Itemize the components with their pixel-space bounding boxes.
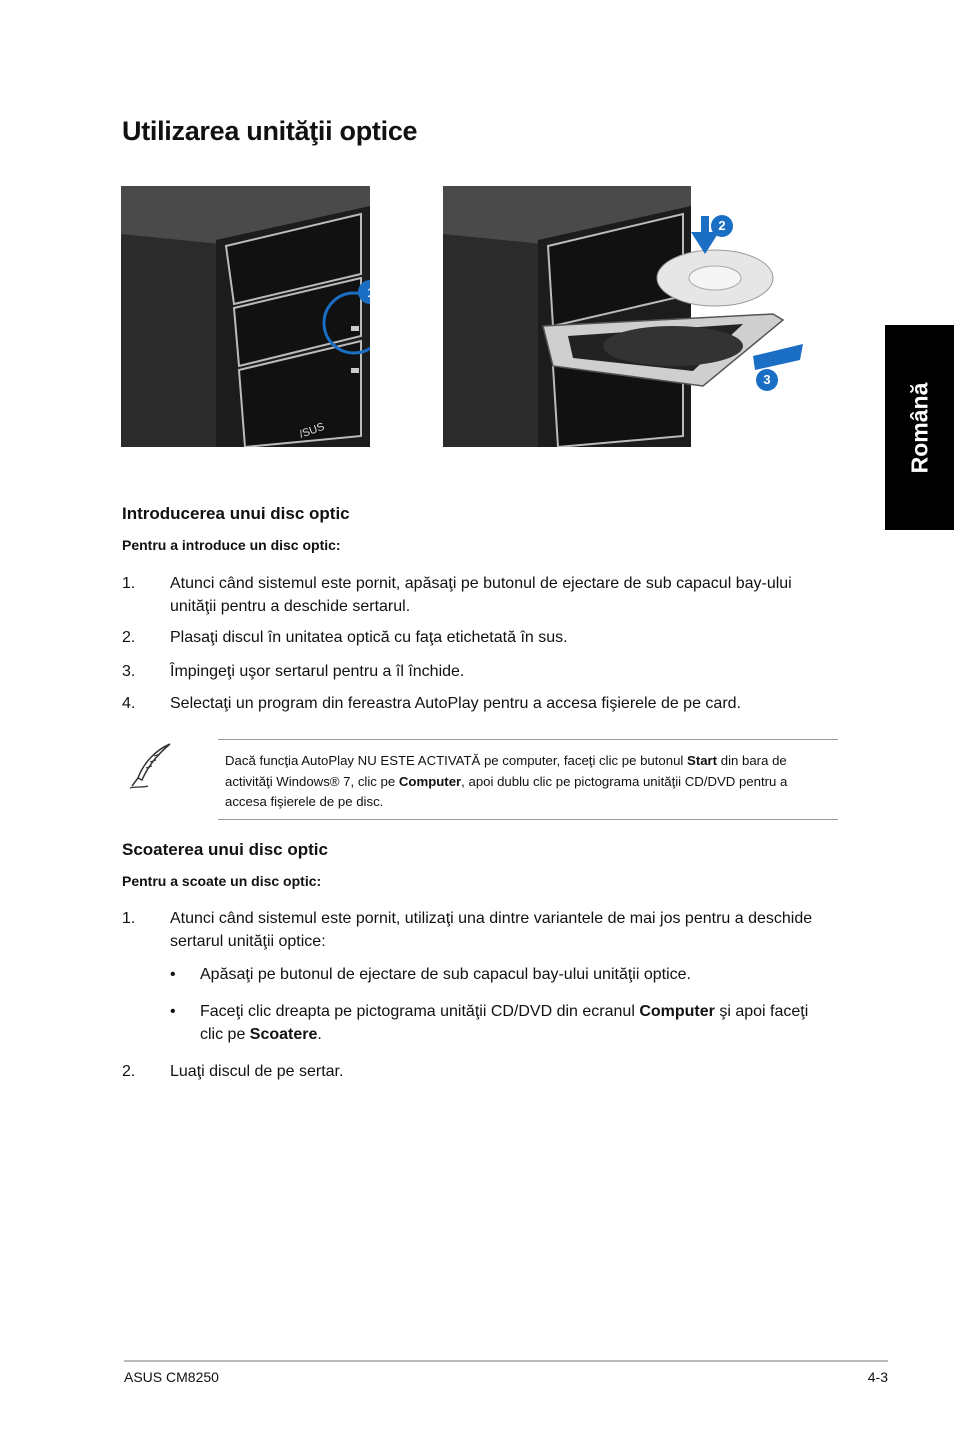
pc-front-illustration [121, 186, 370, 447]
list-item: • Faceţi clic dreapta pe pictograma unităţii CD/DVD din ecranul Computer şi apoi faceţi clic pe Scoatere. [170, 1003, 809, 1043]
list-item: 1. Atunci când sistemul este pornit, utilizaţi una dintre variantele de mai jos pentru a deschide sertarul unităţii optice: [122, 910, 813, 950]
language-tab [885, 325, 954, 530]
list-item: • Apăsaţi pe butonul de ejectare de sub capacul bay-ului unităţii optice. [170, 966, 691, 983]
page-title: Utilizarea unităţii optice [122, 116, 418, 146]
page-number: 4-3 [867, 1369, 888, 1385]
disc-tray-illustration [443, 186, 813, 447]
note-top-rule [218, 739, 838, 740]
callout-3: 3 [763, 372, 771, 387]
asus-logo: /SUS [297, 420, 327, 441]
remove-subheading: Pentru a scoate un disc optic: [122, 873, 322, 889]
list-item: 1. Atunci când sistemul este pornit, apăsaţi pe butonul de ejectare de sub capacul bay-ului unităţii pentru a deschide sertarul. [122, 575, 792, 615]
insert-subheading: Pentru a introduce un disc optic: [122, 537, 341, 553]
footer-model: ASUS CM8250 [124, 1369, 219, 1385]
list-item: 2. Luaţi discul de pe sertar. [122, 1063, 344, 1080]
list-item: 4. Selectaţi un program din fereastra AutoPlay pentru a accesa fişierele de pe card. [122, 695, 741, 712]
callout-1: 1 [367, 285, 375, 300]
left-arrow-icon [753, 344, 803, 370]
footer-rule [124, 1360, 888, 1362]
note-bottom-rule [218, 819, 838, 820]
quill-pen-icon [128, 742, 174, 790]
insert-heading: Introducerea unui disc optic [122, 504, 350, 523]
callout-2: 2 [718, 218, 726, 233]
note-text: Dacă funcţia AutoPlay NU ESTE ACTIVATĂ pe computer, faceţi clic pe butonul Start din bara de activităţi Windows® 7, clic pe Computer, apoi dublu clic pe pictograma unităţii CD/DVD pentru a accesa fişierele de pe disc. [225, 753, 788, 809]
list-item: 3. Împingeţi uşor sertarul pentru a îl închide. [122, 663, 465, 680]
remove-heading: Scoaterea unui disc optic [122, 840, 328, 859]
list-item: 2. Plasaţi discul în unitatea optică cu faţa etichetată în sus. [122, 629, 568, 646]
language-tab-label: Română [906, 382, 932, 473]
